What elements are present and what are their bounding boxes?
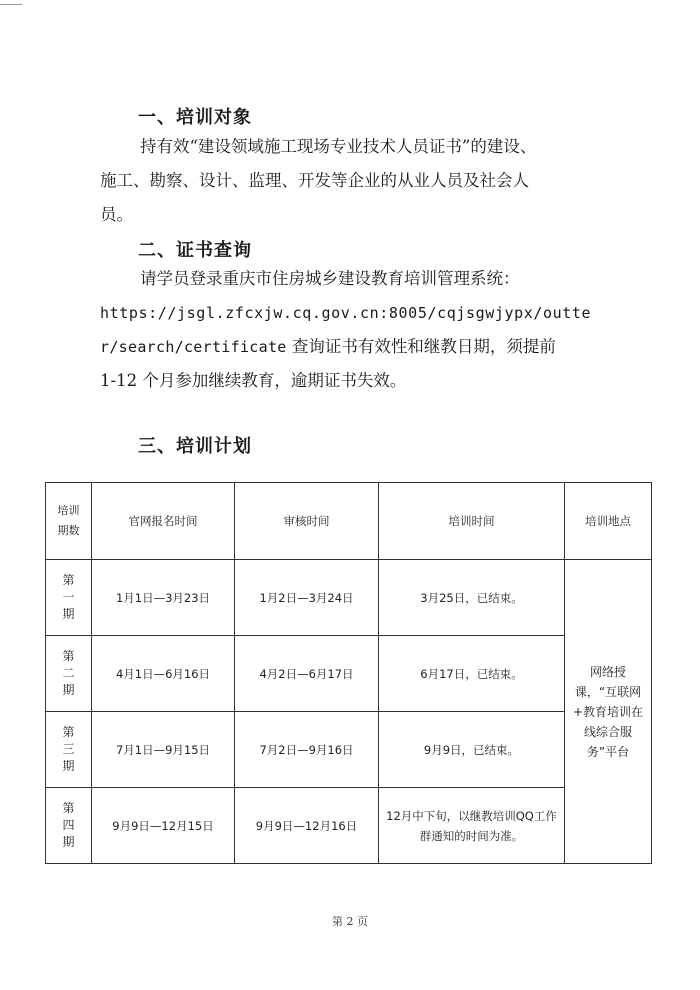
certificate-query-url-line2: r/search/certificate (100, 338, 287, 356)
table-row (46, 712, 652, 788)
registration-cell: 7月1日—9月15日 (92, 712, 235, 788)
header-review: 审核时间 (235, 483, 379, 560)
section2-paragraph (100, 262, 610, 398)
certificate-query-url-line1: https://jsgl.zfcxjw.cq.gov.cn:8005/cqjsgwjypx/outte (100, 304, 592, 322)
training-time-cell: 6月17日，已结束。 (379, 636, 565, 712)
registration-cell: 1月1日—3月23日 (92, 560, 235, 636)
section2-line: 请学员登录重庆市住房城乡建设教育培训管理系统： (140, 269, 520, 288)
section1-line: 施工、勘察、设计、监理、开发等企业的从业人员及社会人 (100, 171, 529, 190)
period-cell: 第四期 (46, 788, 92, 864)
training-time-cell: 3月25日，已结束。 (379, 560, 565, 636)
review-cell: 1月2日—3月24日 (235, 560, 379, 636)
period-cell: 第三期 (46, 712, 92, 788)
review-cell: 7月2日—9月16日 (235, 712, 379, 788)
header-period: 培训期数 (46, 483, 92, 560)
training-time-cell: 9月9日，已结束。 (379, 712, 565, 788)
training-time-cell: 12月中下旬，以继教培训QQ工作群通知的时间为准。 (379, 788, 565, 864)
header-training-time: 培训时间 (379, 483, 565, 560)
header-registration: 官网报名时间 (92, 483, 235, 560)
table-row (46, 788, 652, 864)
table-header-row (46, 483, 652, 560)
section2-line: 1-12 个月参加继续教育，逾期证书失效。 (100, 371, 407, 390)
header-location: 培训地点 (565, 483, 652, 560)
location-cell: 网络授课，“互联网+教育培训在线综合服务”平台 (565, 560, 652, 864)
section1-line: 员。 (100, 205, 133, 224)
table-row (46, 636, 652, 712)
review-cell: 4月2日—6月17日 (235, 636, 379, 712)
table-row (46, 560, 652, 636)
section2-line (100, 330, 610, 364)
section2-heading: 二、证书查询 (138, 240, 252, 261)
section3-heading: 三、培训计划 (138, 436, 252, 457)
period-cell: 第二期 (46, 636, 92, 712)
period-cell: 第一期 (46, 560, 92, 636)
section1-line: 持有效“建设领域施工现场专业技术人员证书”的建设、 (140, 137, 537, 156)
section1-heading: 一、培训对象 (138, 107, 252, 128)
review-cell: 9月9日—12月16日 (235, 788, 379, 864)
training-plan-table (45, 482, 652, 864)
section1-paragraph (100, 130, 610, 232)
scan-corner-mark (0, 4, 22, 5)
section2-line-rest: 查询证书有效性和继教日期，须提前 (291, 337, 556, 356)
page-number: 第 2 页 (332, 915, 368, 928)
registration-cell: 9月9日—12月15日 (92, 788, 235, 864)
registration-cell: 4月1日—6月16日 (92, 636, 235, 712)
